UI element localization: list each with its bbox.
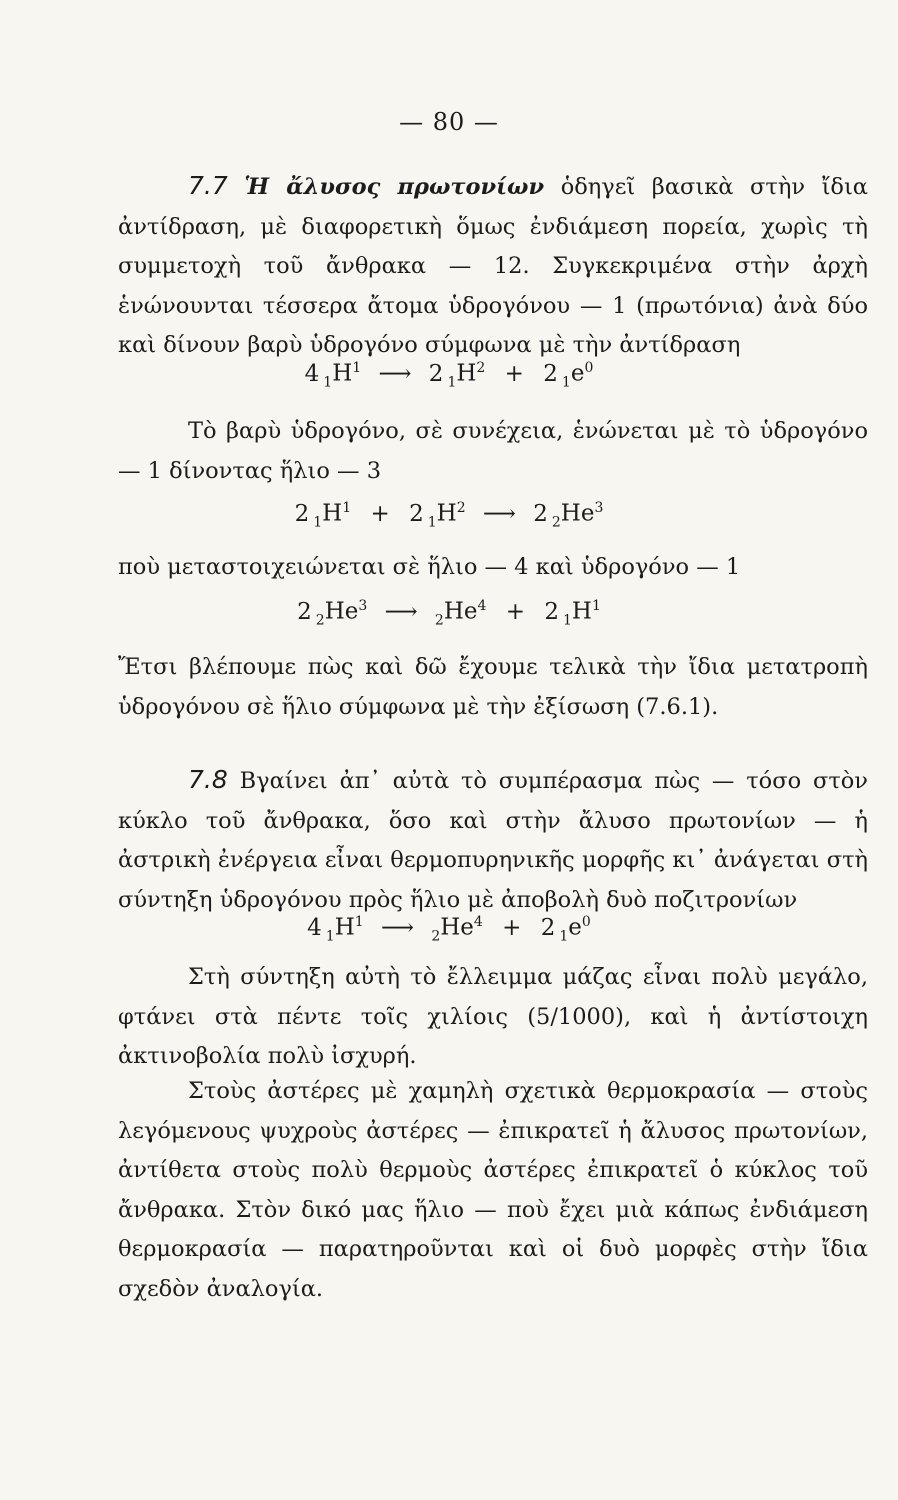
element-symbol: H — [322, 500, 343, 527]
atomic-number: 1 — [427, 514, 437, 531]
element-symbol: He — [443, 598, 478, 625]
mass-number: 1 — [354, 914, 364, 930]
section-7-7-paragraph — [118, 166, 868, 366]
mass-number: 1 — [591, 598, 601, 614]
mass-number: 2 — [476, 360, 486, 376]
coefficient: 2 — [294, 500, 310, 527]
atomic-number: 1 — [562, 612, 572, 629]
paragraph-after-equation-2 — [118, 548, 868, 588]
element-symbol: H — [456, 360, 477, 387]
plus-sign: + — [504, 360, 524, 387]
atomic-number: 2 — [431, 928, 441, 945]
element-symbol: H — [332, 360, 353, 387]
coefficient: 4 — [304, 360, 320, 387]
final-paragraph — [118, 1072, 868, 1309]
element-symbol: e — [568, 914, 582, 941]
section-7-8-paragraph — [118, 760, 868, 920]
atomic-number: 2 — [434, 612, 444, 629]
mass-number: 1 — [342, 500, 352, 516]
atomic-number: 1 — [323, 374, 333, 391]
paragraph-text: Στὴ σύντηξη αὐτὴ τὸ ἔλλειμμα μάζας εἶναι πολὺ μεγάλο, φτάνει στὰ πέντε τοῖς χιλίοις (5/1000), καὶ ἡ ἀντίστοιχη ἀκτινοβολία πολὺ ἰσχυρή. — [118, 964, 868, 1069]
atomic-number: 1 — [559, 928, 569, 945]
equation-2 — [0, 500, 898, 530]
paragraph-text: Τὸ βαρὺ ὑδρογόνο, σὲ συνέχεια, ἑνώνεται μὲ τὸ ὑδρογόνο — 1 δίνοντας ἥλιο — 3 — [118, 418, 868, 484]
atomic-number: 2 — [551, 514, 561, 531]
page-number: — 80 — — [399, 108, 499, 136]
paragraph-after-equation-4 — [118, 958, 868, 1077]
reaction-arrow: ⟶ — [381, 914, 414, 941]
mass-number: 4 — [473, 914, 483, 930]
paragraph-after-equation-1 — [118, 412, 868, 491]
mass-number: 3 — [358, 598, 368, 614]
atomic-number: 2 — [315, 612, 325, 629]
mass-number: 1 — [352, 360, 362, 376]
paragraph-after-equation-3 — [118, 648, 868, 727]
equation-1 — [0, 360, 898, 390]
coefficient: 2 — [540, 914, 556, 941]
section-title: Ἡ ἄλυσος πρωτονίων — [244, 174, 545, 200]
atomic-number: 1 — [561, 374, 571, 391]
reaction-arrow: ⟶ — [384, 598, 418, 625]
element-symbol: H — [436, 500, 457, 527]
atomic-number: 1 — [447, 374, 457, 391]
coefficient: 2 — [297, 598, 312, 625]
reaction-arrow: ⟶ — [378, 360, 412, 387]
paragraph-text: ὁδηγεῖ βασικὰ στὴν ἴδια ἀντίδραση, μὲ διαφορετικὴ ὅμως ἐνδιάμεση πορεία, χωρὶς τὴ συμμετοχὴ τοῦ ἄνθρακα — 12. Συγκεκριμένα στὴν ἀρχὴ ἑνώνουνται τέσσερα ἄτομα ὑδρογόνου — 1 (πρωτόνια) ἀνὰ δύο καὶ δίνουν βαρὺ ὑδρογόνο σύμφωνα μὲ τὴν ἀντίδραση — [118, 174, 868, 358]
element-symbol: He — [440, 914, 474, 941]
paragraph-text: Ἔτσι βλέπουμε πὼς καὶ δῶ ἔχουμε τελικὰ τὴν ἴδια μετατροπὴ ὑδρογόνου σὲ ἥλιο σύμφωνα μὲ τὴν ἐξίσωση (7.6.1). — [118, 654, 868, 720]
mass-number: 0 — [584, 360, 594, 376]
plus-sign: + — [502, 914, 522, 941]
mass-number: 0 — [581, 914, 591, 930]
atomic-number: 1 — [313, 514, 323, 531]
reaction-arrow: ⟶ — [482, 500, 516, 527]
paragraph-text: ποὺ μεταστοιχειώνεται σὲ ἥλιο — 4 καὶ ὑδρογόνο — 1 — [118, 554, 741, 580]
equation-4 — [0, 914, 898, 944]
coefficient: 2 — [428, 360, 444, 387]
mass-number: 2 — [456, 500, 466, 516]
plus-sign: + — [370, 500, 390, 527]
coefficient: 4 — [307, 914, 322, 941]
equation-3 — [0, 598, 898, 628]
mass-number: 4 — [477, 598, 487, 614]
plus-sign: + — [505, 598, 525, 625]
element-symbol: He — [560, 500, 595, 527]
element-symbol: e — [570, 360, 585, 387]
coefficient: 2 — [543, 360, 558, 387]
mass-number: 3 — [594, 500, 604, 516]
paragraph-text: Βγαίνει ἀπ᾽ αὐτὰ τὸ συμπέρασμα πὼς — τόσο στὸν κύκλο τοῦ ἄνθρακα, ὅσο καὶ στὴν ἄλυσο πρωτονίων — ἡ ἀστρικὴ ἐνέργεια εἶναι θερμοπυρηνικῆς μορφῆς κι᾽ ἀνάγεται στὴ σύντηξη ὑδρογόνου πρὸς ἥλιο μὲ ἀποβολὴ δυὸ ποζιτρονίων — [118, 768, 868, 913]
atomic-number: 1 — [325, 928, 335, 945]
coefficient: 2 — [544, 598, 559, 625]
coefficient: 2 — [409, 500, 424, 527]
paragraph-text: Στοὺς ἀστέρες μὲ χαμηλὴ σχετικὰ θερμοκρασία — στοὺς λεγόμενους ψυχροὺς ἀστέρες — ἐπικρατεῖ ἡ ἄλυσος πρωτονίων, ἀντίθετα στοὺς πολὺ θερμοὺς ἀστέρες ἐπικρατεῖ ὁ κύκλος τοῦ ἄνθρακα. Στὸν δικό μας ἥλιο — ποὺ ἔχει μιὰ κάπως ἐνδιάμεση θερμοκρασία — παρατηροῦνται καὶ οἱ δυὸ μορφὲς στὴν ἴδια σχεδὸν ἀναλογία. — [118, 1078, 868, 1302]
element-symbol: H — [334, 914, 355, 941]
coefficient: 2 — [533, 500, 548, 527]
element-symbol: He — [324, 598, 359, 625]
element-symbol: H — [571, 598, 592, 625]
section-number: 7.7 — [188, 171, 228, 200]
section-number: 7.8 — [188, 765, 228, 794]
